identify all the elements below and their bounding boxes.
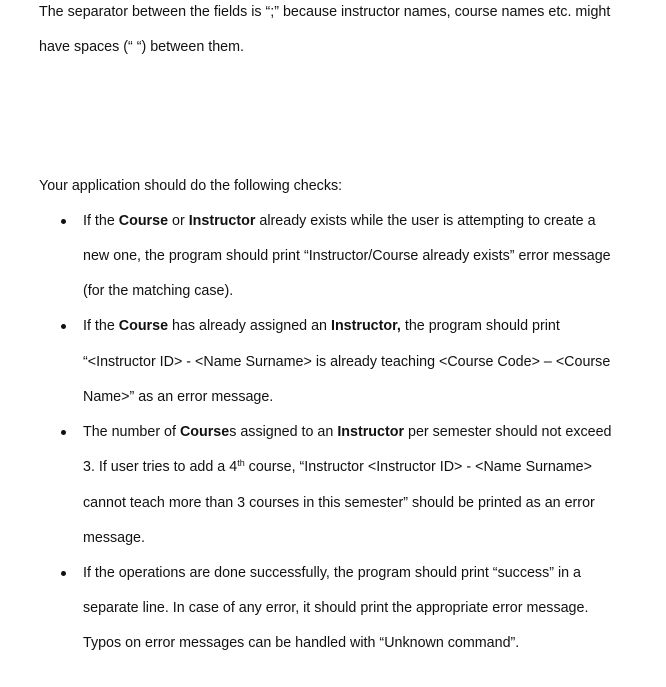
bullet-icon <box>61 324 66 329</box>
check-2-line-3: Name>” as an error message. <box>83 389 274 405</box>
intro-line-2: have spaces (“ “) between them. <box>39 39 245 55</box>
check-2-line-1: If the Course has already assigned an Instructor, the program should print <box>83 318 560 334</box>
check-1-line-2: new one, the program should print “Instructor/Course already exists” error message <box>83 248 611 264</box>
intro-line-1: The separator between the fields is “;” because instructor names, course names etc. might <box>39 4 611 20</box>
bullet-icon <box>61 571 66 576</box>
check-2-line-2: “<Instructor ID> - <Name Surname> is already teaching <Course Code> – <Course <box>83 354 611 370</box>
checks-heading: Your application should do the following checks: <box>39 178 343 194</box>
check-1-line-3: (for the matching case). <box>83 283 234 299</box>
check-4-line-1: If the operations are done successfully, the program should print “success” in a <box>83 565 581 581</box>
check-4-line-2: separate line. In case of any error, it should print the appropriate error message. <box>83 600 589 616</box>
bullet-icon <box>61 219 66 224</box>
check-1-line-1: If the Course or Instructor already exists while the user is attempting to create a <box>83 213 596 229</box>
check-3-line-2: 3. If user tries to add a 4th course, “Instructor <Instructor ID> - <Name Surname> <box>83 458 592 475</box>
check-3-line-3: cannot teach more than 3 courses in this semester” should be printed as an error <box>83 495 595 511</box>
check-4-line-3: Typos on error messages can be handled with “Unknown command”. <box>83 635 520 651</box>
bullet-icon <box>61 430 66 435</box>
check-3-line-4: message. <box>83 530 145 546</box>
check-3-line-1: The number of Courses assigned to an Instructor per semester should not exceed <box>83 424 612 440</box>
